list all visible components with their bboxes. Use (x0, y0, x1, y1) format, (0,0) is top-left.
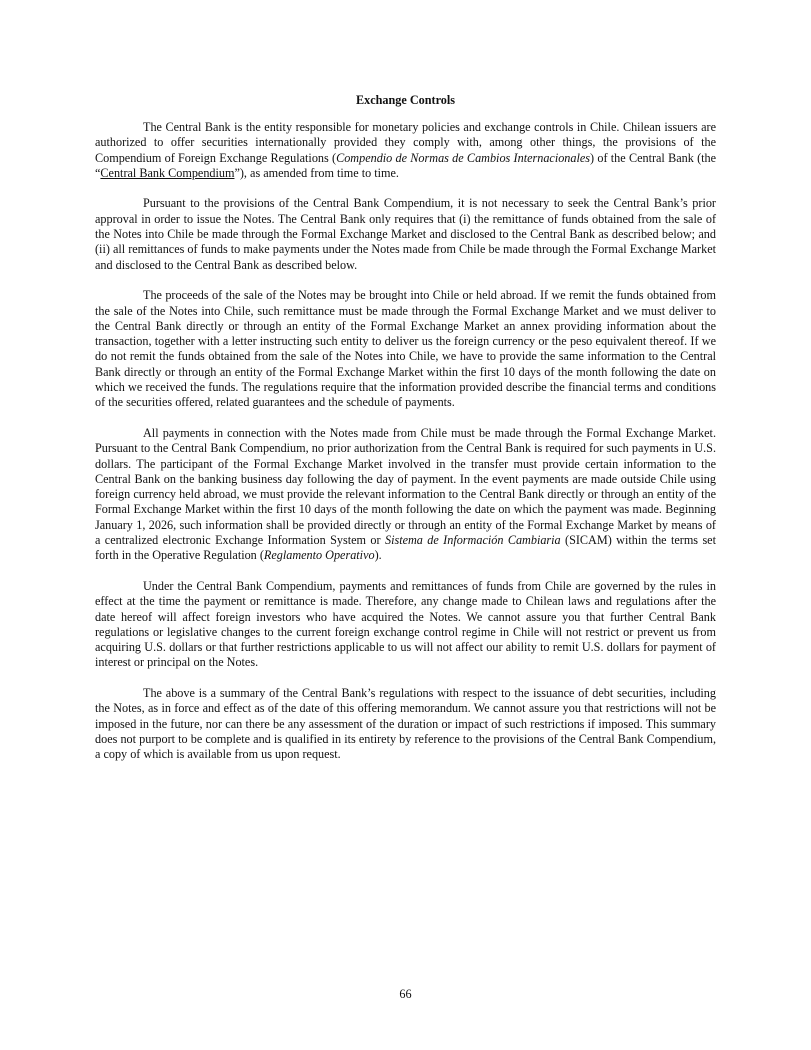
paragraph-6: The above is a summary of the Central Bank’s regulations with respect to the issuance of debt securities, including the Notes, as in force and effect as of the date of this offering memorandum. We cannot assure you that restrictions will not be imposed in the future, nor can there be any assessment of the duration or impact of such restrictions if imposed. This summary does not purport to be complete and is qualified in its entirety by reference to the provisions of the Central Bank Compendium, a copy of which is available from us upon request. (95, 685, 716, 762)
p1-text-c: ) of the Central Bank (the “ (95, 150, 717, 180)
paragraph-5: Under the Central Bank Compendium, payments and remittances of funds from Chile are governed by the rules in effect at the time the payment or remittance is made. Therefore, any change made to Chilean laws and regulations after the date hereof will affect foreign investors who have acquired the Notes. We cannot assure you that further Central Bank regulations or legislative changes to the current foreign exchange control regime in Chile will not restrict or prevent us from acquiring U.S. dollars or that further restrictions applicable to us will not affect our ability to remit U.S. dollars for payment of interest or principal on the Notes. (95, 578, 716, 670)
p1-text-e: ”), as amended from time to time. (234, 165, 399, 180)
page-content (95, 92, 716, 778)
paragraph-3: The proceeds of the sale of the Notes may be brought into Chile or held abroad. If we remit the funds obtained from the sale of the Notes into Chile, such remittance must be made through the Formal Exchange Market and we must deliver to the Central Bank directly or through an entity of the Formal Exchange Market an annex providing information about the transaction, together with a letter instructing such entity to deliver us the foreign currency or the peso equivalent thereof. If we do not remit the funds obtained from the sale of the Notes into Chile, we have to provide the same information to the Central Bank directly or through an entity of the Formal Exchange Market within the first 10 days of the month following the date on which we received the funds. The regulations require that the information provided describe the financial terms and conditions of the securities offered, related guarantees and the schedule of payments. (95, 288, 716, 410)
paragraph-1 (95, 120, 716, 181)
p4-italic-system: Sistema de Información Cambiaria (384, 533, 561, 548)
p4-text-e: ). (374, 548, 382, 563)
paragraph-4 (95, 426, 716, 564)
p4-text-a: All payments in connection with the Notes made from Chile must be made through the Formal Exchange Market. Pursuant to the Central Bank Compendium, no prior authorization from the Central Bank is required for such payments in U.S. dollars. The participant of the Formal Exchange Market involved in the transfer must provide certain information to the Central Bank on the banking business day following the day of payment. In the event payments are made outside Chile using foreign currency held abroad, we must provide the relevant information to the Central Bank directly or through an entity of the Formal Exchange Market within the first 10 days of the month following the date on which the payment was made. Beginning January 1, 2026, such information shall be provided directly or through an entity of the Formal Exchange Market by means of a centralized electronic Exchange Information System or (95, 425, 716, 548)
p4-text-c: (SICAM) within the terms set forth in the Operative Regulation ( (95, 533, 716, 563)
paragraph-2: Pursuant to the provisions of the Central Bank Compendium, it is not necessary to seek the Central Bank’s prior approval in order to issue the Notes. The Central Bank only requires that (i) the remittance of funds obtained from the sale of the Notes into Chile be made through the Formal Exchange Market and disclosed to the Central Bank as described below; and (ii) all remittances of funds to make payments under the Notes made from Chile be made through the Formal Exchange Market and disclosed to the Central Bank as described below. (95, 196, 716, 272)
p4-italic-regulation: Reglamento Operativo (263, 548, 375, 563)
p1-italic-title: Compendio de Normas de Cambios Internacionales (336, 150, 591, 165)
section-heading: Exchange Controls (356, 93, 455, 107)
page-number: 66 (399, 987, 412, 1001)
p1-defined-term: Central Bank Compendium (100, 165, 235, 180)
p1-text-a: The Central Bank is the entity responsible for monetary policies and exchange controls in Chile. Chilean issuers are authorized to offer securities internationally provided they comply with, among other things, the provisions of the Compendium of Foreign Exchange Regulations ( (95, 120, 716, 165)
